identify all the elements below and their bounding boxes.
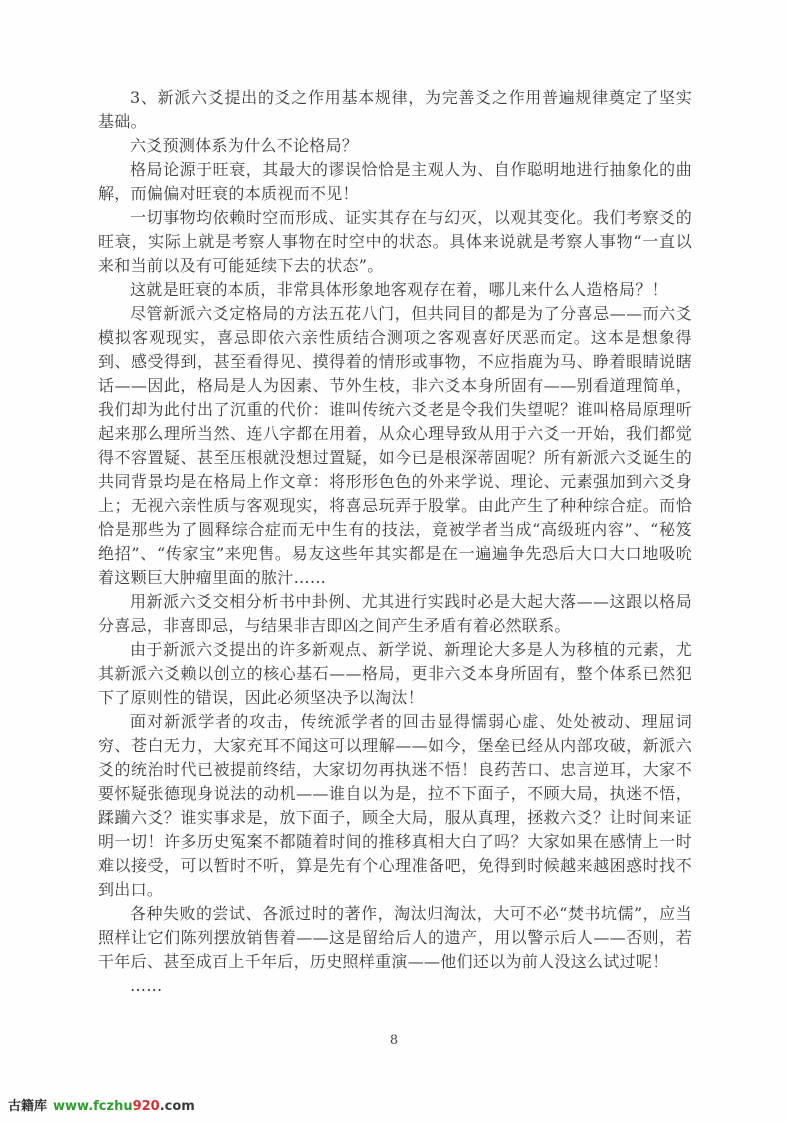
paragraph: 面对新派学者的攻击，传统派学者的回击显得懦弱心虚、处处被动、理屈词穷、苍白无力，大家充耳不闻这可以理解——如今，堡垒已经从内部攻破，新派六爻的统治时代已被提前终结，大家切勿再执迷不悟！良药苦口、忠言逆耳，大家不要怀疑张德现身说法的动机——谁自以为是，拉不下面子，不顾大局，执迷不悟，蹂躏六爻？谁实事求是，放下面子，顾全大局，服从真理，拯救六爻？让时间来证明一切！许多历史冤案不都随着时间的推移真相大白了吗？大家如果在感情上一时难以接受，可以暂时不听，算是先有个心理准备吧，免得到时候越来越困惑时找不到出口。	[98, 712, 692, 899]
watermark-url-number: 920	[132, 1099, 160, 1114]
paragraph-ellipsis: ……	[130, 976, 163, 995]
body-text	[98, 86, 692, 998]
watermark	[8, 1095, 195, 1114]
paragraph: 由于新派六爻提出的许多新观点、新学说、新理论大多是人为移植的元素，尤其新派六爻赖以创立的核心基石——格局，更非六爻本身所固有，整个体系已然犯下了原则性的错误，因此必须坚决予以淘汰！	[98, 640, 692, 707]
paragraph: 各种失败的尝试、各派过时的著作，淘汰归淘汰，大可不必“焚书坑儒”，应当照样让它们陈列摆放销售着——这是留给后人的遗产，用以警示后人——否则，若干年后、甚至成百上千年后，历史照样重演——他们还以为前人没这么试过呢！	[98, 904, 692, 971]
paragraph: 这就是旺衰的本质，非常具体形象地客观存在着，哪儿来什么人造格局？！	[130, 280, 668, 299]
paragraph: 一切事物均依赖时空而形成、证实其存在与幻灭，以观其变化。我们考察爻的旺衰，实际上就是考察人事物在时空中的状态。具体来说就是考察人事物“一直以来和当前以及有可能延续下去的状态”。	[98, 208, 692, 275]
paragraph-heading-point-3: 3、新派六爻提出的爻之作用基本规律，为完善爻之作用普遍规律奠定了坚实基础。	[98, 88, 692, 131]
watermark-url-prefix: www.fczhu	[53, 1099, 133, 1114]
watermark-url-suffix: .com	[159, 1099, 195, 1114]
paragraph-section-question: 六爻预测体系为什么不论格局？	[130, 136, 359, 155]
paragraph: 尽管新派六爻定格局的方法五花八门，但共同目的都是为了分喜忌——而六爻模拟客观现实，喜忌即依六亲性质结合测项之客观喜好厌恶而定。这本是想象得到、感受得到，甚至看得见、摸得着的情形或事物，不应指鹿为马、睁着眼睛说瞎话——因此，格局是人为因素、节外生枝，非六爻本身所固有——别看道理简单，我们却为此付出了沉重的代价：谁叫传统六爻老是令我们失望呢？谁叫格局原理听起来那么理所当然、连八字都在用着，从众心理导致从用于六爻一开始，我们都觉得不容置疑、甚至压根就没想过置疑，如今已是根深蒂固呢？所有新派六爻诞生的共同背景均是在格局上作文章：将形形色色的外来学说、理论、元素强加到六爻身上；无视六亲性质与客观现实，将喜忌玩弄于股掌。由此产生了种种综合症。而恰恰是那些为了圆释综合症而无中生有的技法，竟被学者当成“高级班内容”、“秘笈绝招”、“传家宝”来兜售。易友这些年其实都是在一遍遍争先恐后大口大口地吸吮着这颗巨大肿瘤里面的脓汁……	[98, 304, 692, 587]
paragraph: 用新派六爻交相分析书中卦例、尤其进行实践时必是大起大落——这跟以格局分喜忌，非喜即忌，与结果非吉即凶之间产生矛盾有着必然联系。	[98, 592, 692, 635]
paragraph: 格局论源于旺衰，其最大的谬误恰恰是主观人为、自作聪明地进行抽象化的曲解，而偏偏对旺衰的本质视而不见！	[98, 160, 692, 203]
page-number: 8	[389, 1033, 399, 1048]
watermark-label: 古籍库	[8, 1099, 48, 1114]
